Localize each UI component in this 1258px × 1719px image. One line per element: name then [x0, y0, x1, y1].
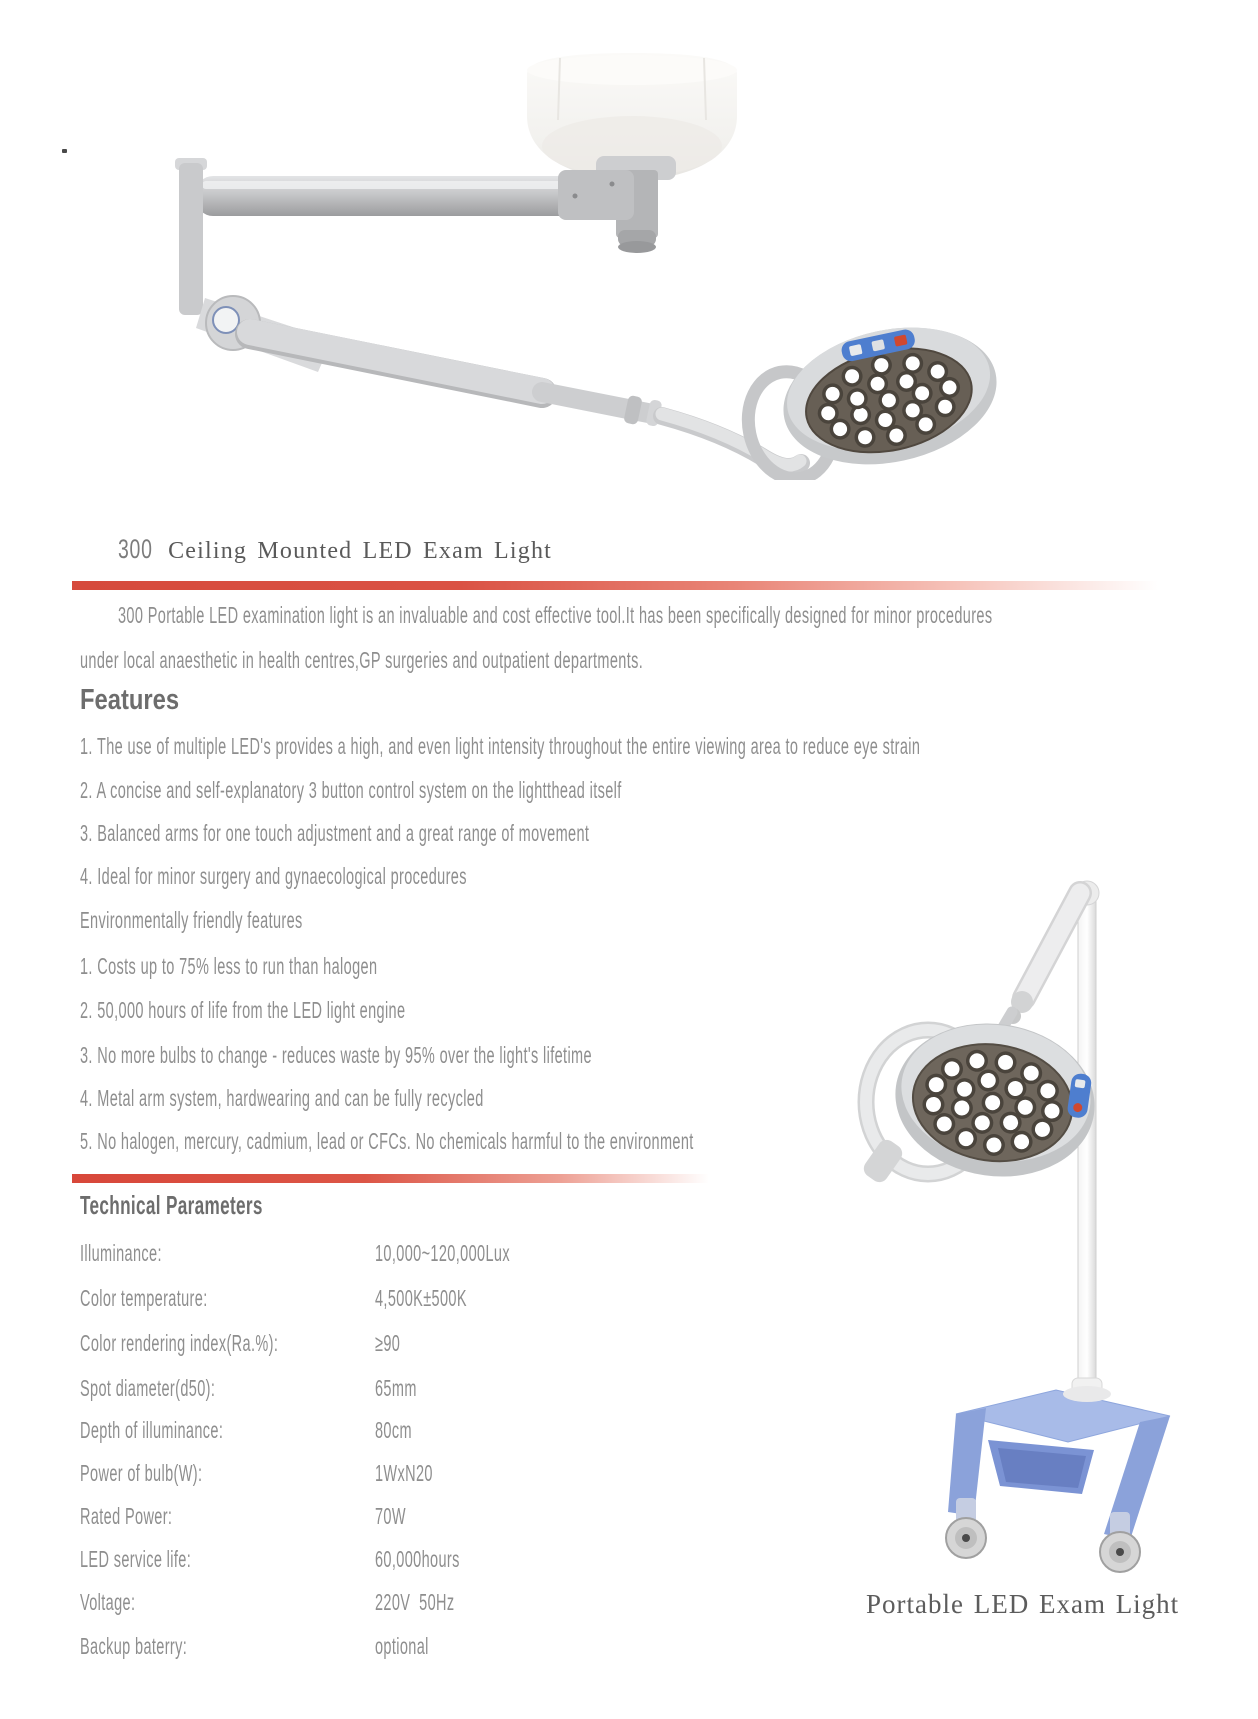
param-value: 60,000hours	[375, 1546, 460, 1572]
param-value: 70W	[375, 1503, 406, 1529]
eco-feature-item: 1. Costs up to 75% less to run than halogen	[80, 953, 378, 979]
param-label: Depth of illuminance:	[80, 1417, 224, 1443]
param-value: 4,500K±500K	[375, 1285, 467, 1311]
param-label: Voltage:	[80, 1589, 136, 1615]
param-row	[0, 1635, 1258, 1665]
param-label: Spot diameter(d50):	[80, 1375, 216, 1401]
param-value: 220V 50Hz	[375, 1589, 455, 1615]
param-value: 80cm	[375, 1417, 412, 1443]
intro-line: under local anaesthetic in health centres,GP surgeries and outpatient departments.	[80, 647, 644, 673]
portable-light-caption: Portable LED Exam Light	[866, 1589, 1180, 1619]
param-label: LED service life:	[80, 1546, 192, 1572]
eco-feature-item: 5. No halogen, mercury, cadmium, lead or CFCs. No chemicals harmful to the environment	[80, 1128, 694, 1154]
features-heading: Features	[80, 684, 180, 716]
red-divider-bar-top	[72, 581, 1180, 590]
eco-features-subheading: Environmentally friendly features	[80, 907, 303, 933]
param-value: 65mm	[375, 1375, 417, 1401]
title-text: Ceiling Mounted LED Exam Light	[168, 538, 553, 564]
param-label: Illuminance:	[80, 1240, 162, 1266]
page-title	[118, 534, 552, 565]
title-model-number: 300	[118, 534, 153, 564]
balance-arm	[999, 893, 1080, 1034]
param-label: Color rendering index(Ra.%):	[80, 1330, 279, 1356]
param-label: Color temperature:	[80, 1285, 208, 1311]
control-button	[1075, 1079, 1086, 1088]
red-divider-bar-bottom	[72, 1174, 722, 1183]
technical-parameters-heading: Technical Parameters	[80, 1190, 263, 1220]
param-label: Rated Power:	[80, 1503, 173, 1529]
param-value: optional	[375, 1633, 429, 1659]
eco-feature-item: 2. 50,000 hours of life from the LED light engine	[80, 997, 406, 1023]
feature-item: 2. A concise and self-explanatory 3 button control system on the lightthead itself	[80, 777, 622, 803]
param-label: Backup baterry:	[80, 1633, 188, 1659]
stray-ink-dot	[62, 149, 67, 153]
lower-arm	[250, 332, 801, 467]
feature-item: 3. Balanced arms for one touch adjustment and a great range of movement	[80, 820, 590, 846]
feature-item: 1. The use of multiple LED's provides a high, and even light intensity throughout the entire viewing area to reduce eye strain	[80, 733, 921, 759]
param-label: Power of bulb(W):	[80, 1460, 203, 1486]
ceiling-mounted-light-photo	[150, 50, 1020, 480]
param-value: 10,000~120,000Lux	[375, 1240, 510, 1266]
eco-feature-item: 4. Metal arm system, hardwearing and can be fully recycled	[80, 1085, 484, 1111]
feature-item: 4. Ideal for minor surgery and gynaecological procedures	[80, 863, 467, 889]
param-value: ≥90	[375, 1330, 401, 1356]
eco-feature-item: 3. No more bulbs to change - reduces waste by 95% over the light's lifetime	[80, 1042, 592, 1068]
portable-led-exam-light-photo	[848, 782, 1258, 1590]
param-value: 1WxN20	[375, 1460, 433, 1486]
mobile-base	[946, 1378, 1170, 1572]
intro-line: 300 Portable LED examination light is an invaluable and cost effective tool.It has been specifically designed for minor procedures	[118, 602, 993, 628]
horizontal-arm	[196, 170, 634, 220]
